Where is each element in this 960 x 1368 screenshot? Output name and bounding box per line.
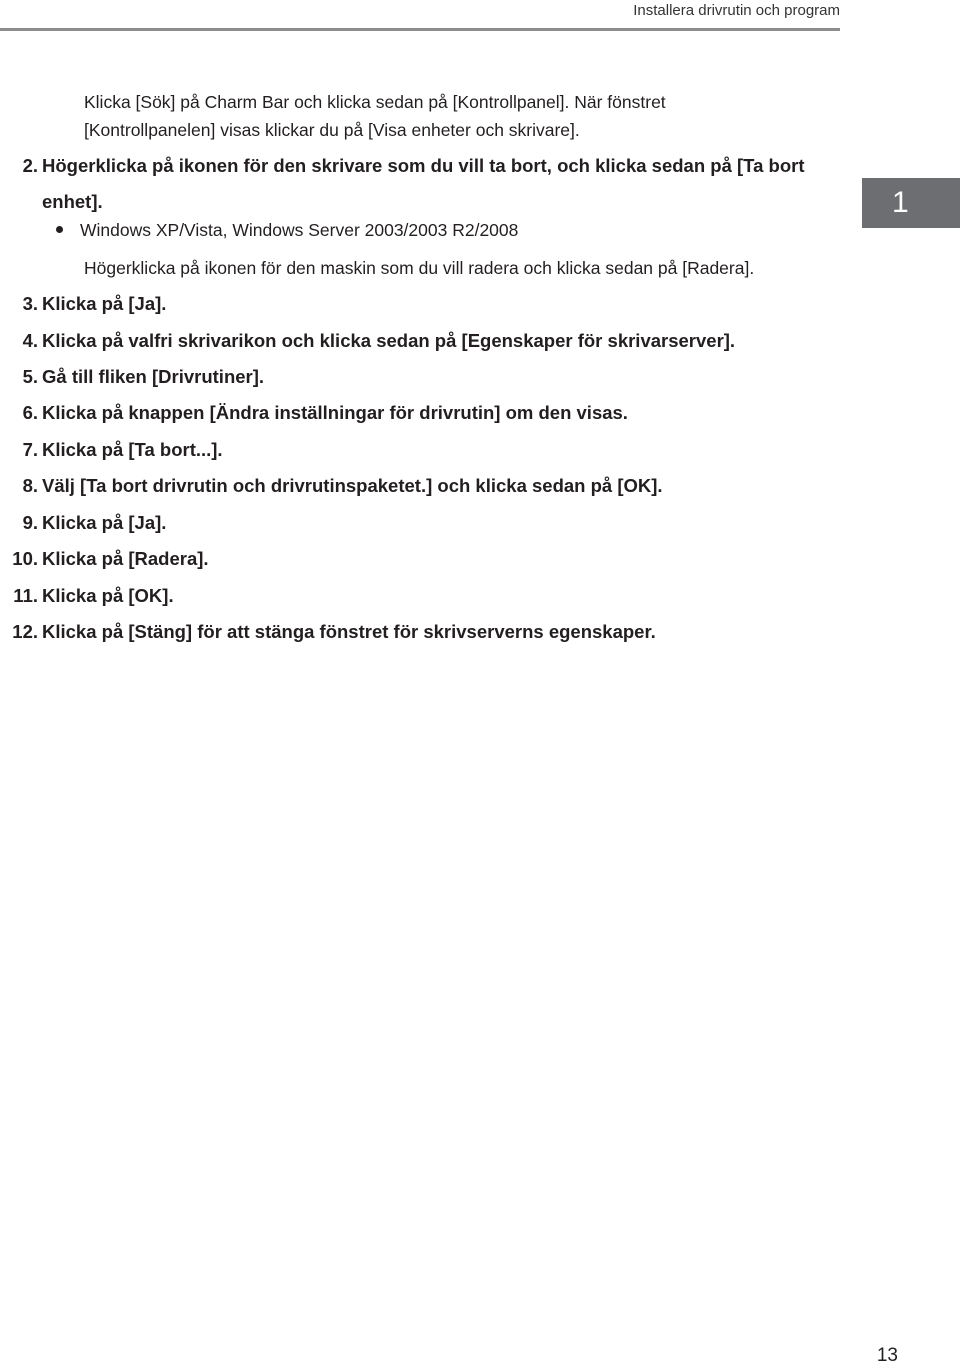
step-text: Välj [Ta bort drivrutin och drivrutinspaketet.] och klicka sedan på [OK]. [42,475,663,496]
step-text: Klicka på [Ja]. [42,293,167,314]
step-number: 12. [12,621,38,642]
step-text: Gå till fliken [Drivrutiner]. [42,366,265,387]
step-item [0,323,830,359]
step-number: 3. [22,293,38,314]
step-number: 7. [22,439,38,460]
running-header-title: Installera drivrutin och program [633,2,840,19]
step-number: 4. [22,330,38,351]
bullet-dot-icon [56,226,63,233]
step-item [0,614,830,650]
chapter-tab-label: 1 [892,186,909,219]
step-number: 6. [22,402,38,423]
step-text: Högerklicka på ikonen för den skrivare som du vill ta bort, och klicka sedan på [Ta bort enhet]. [42,155,805,212]
step-item [0,578,830,614]
step-item [0,505,830,541]
step-item [0,148,835,220]
bullet-sub-paragraph: Högerklicka på ikonen för den maskin som du vill radera och klicka sedan på [Radera]. [84,258,755,278]
step-text: Klicka på [OK]. [42,585,174,606]
step-number: 9. [22,512,38,533]
step-number: 11. [13,585,38,606]
step-item [0,359,830,395]
step-number: 10. [12,548,38,569]
chapter-tab [862,178,960,228]
step-text: Klicka på [Stäng] för att stänga fönstret för skrivserverns egenskaper. [42,621,656,642]
bullet-item [56,216,518,244]
step-number: 5. [22,366,38,387]
header-rule [0,28,840,31]
step-text: Klicka på knappen [Ändra inställningar för drivrutin] om den visas. [42,402,628,423]
step-item [0,541,830,577]
bullet-text: Windows XP/Vista, Windows Server 2003/2003 R2/2008 [80,220,519,240]
step-item [0,468,830,504]
step-item [0,432,830,468]
step-item [0,286,830,322]
page-number: 13 [876,1345,898,1366]
step-text: Klicka på [Ta bort...]. [42,439,223,460]
step-number: 8. [22,475,38,496]
step-text: Klicka på [Radera]. [42,548,209,569]
step-text: Klicka på [Ja]. [42,512,167,533]
step-text: Klicka på valfri skrivarikon och klicka sedan på [Egenskaper för skrivarserver]. [42,330,736,351]
step-number: 2. [22,155,38,176]
intro-paragraph: Klicka [Sök] på Charm Bar och klicka sedan på [Kontrollpanel]. När fönstret [Kontrollpanelen] visas klickar du på [Visa enheter och skrivare]. [84,92,666,140]
step-item [0,395,830,431]
